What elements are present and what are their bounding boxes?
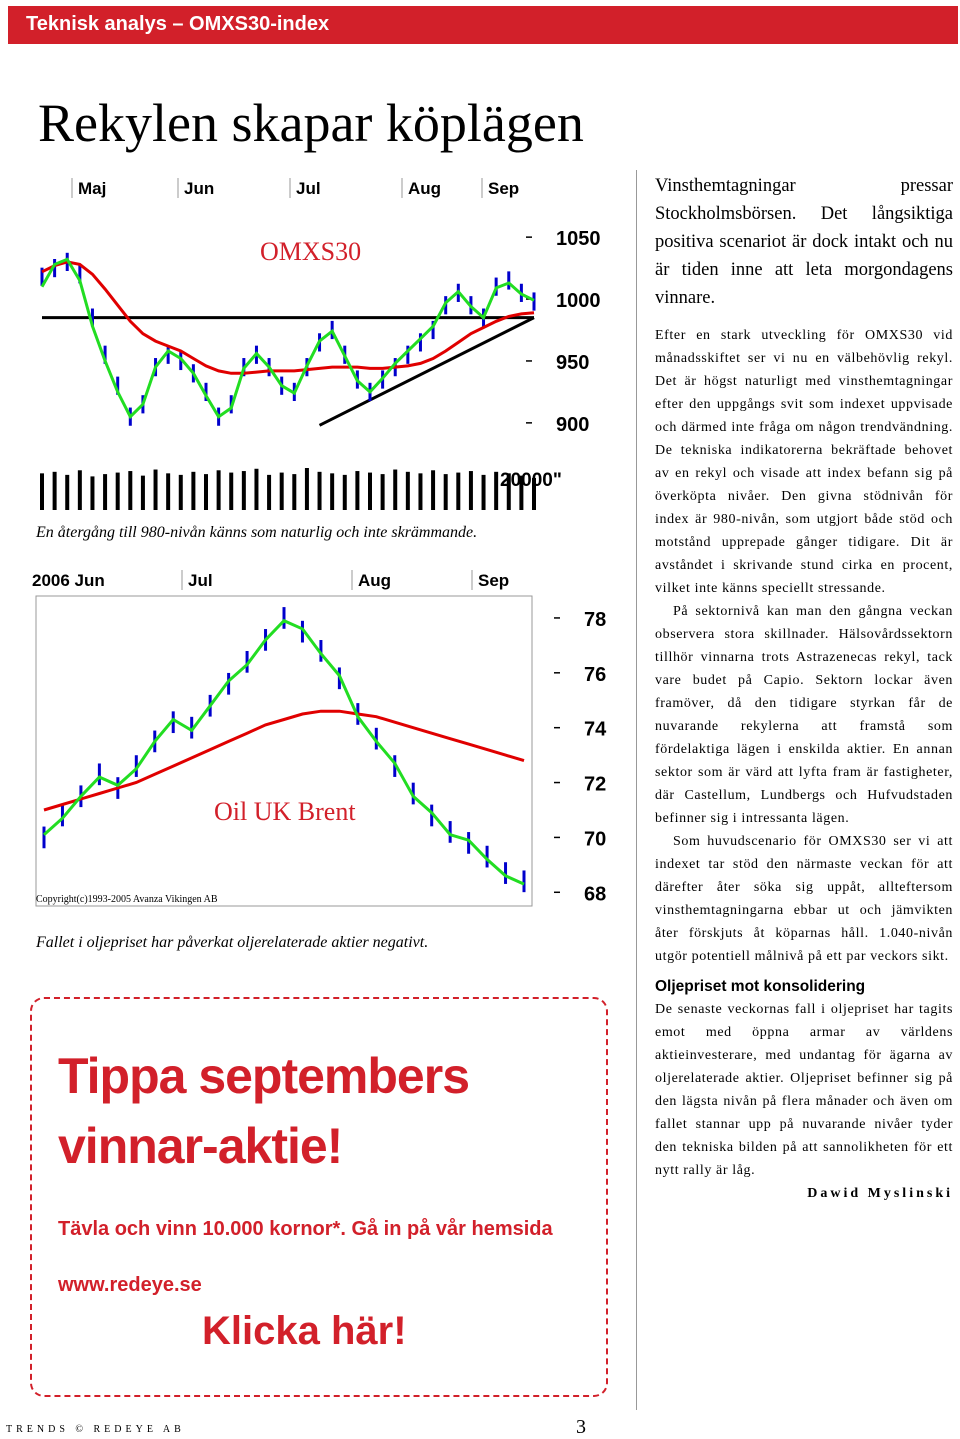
volume-label: 20000" — [500, 470, 562, 491]
contest-ad[interactable] — [30, 997, 608, 1397]
y-tick-label: 950 — [556, 351, 590, 374]
omxs30-chart — [30, 172, 630, 522]
chart-title: OMXS30 — [260, 237, 362, 266]
ad-title-line2: vinnar-aktie! — [58, 1118, 343, 1174]
article-body — [655, 324, 953, 1205]
headline: Rekylen skapar köplägen — [38, 93, 584, 153]
y-tick-label: 68 — [584, 883, 607, 906]
y-tick-label: 70 — [584, 828, 607, 851]
page-number: 3 — [576, 1416, 586, 1438]
y-tick-label: 76 — [584, 663, 607, 686]
y-tick-label: 78 — [584, 608, 607, 631]
oil-chart — [30, 566, 630, 916]
x-tick-label: Aug — [408, 179, 442, 198]
footer-publication: TRENDS © REDEYE AB — [6, 1424, 185, 1435]
article-paragraph: På sektornivå kan man den gångna veckan observera stora skillnader. Hälsovårdssektorn tillhör vinnarna trots Astrazenecas rekyl, tack vare budet på Capio. Sektorn lockar även framöver, då den tidigare styrkan får de nuvarande rekylerna att framstå som fördelaktiga lägen i enskilda aktier. En annan sektor som är värd att lyfta fram är fastigheter, där Castellum, Lundbergs och Hufvudstaden befinner sig i intressanta lägen. — [655, 604, 953, 826]
section-title: Teknisk analys – OMXS30-index — [26, 13, 330, 35]
x-tick-label: Sep — [478, 571, 510, 590]
moving-average-short — [44, 621, 524, 884]
article-paragraph: Som huvudscenario för OMXS30 ser vi att indexet tar stöd den närmaste veckan för att därefter åter söka sig uppåt, allteftersom vinsthemtagningarna ebbar ut och jämvikten åter förskjuts åt köparnas håll. 1.040-nivån utgör potentiell målnivå på ett par veckors sikt. — [655, 834, 953, 964]
article-author: Dawid Myslinski — [807, 1186, 953, 1201]
ad-body: Tävla och vinn 10.000 kornor*. Gå in på vår hemsida www.redeye.se — [58, 1218, 553, 1296]
x-tick-label: Aug — [358, 571, 392, 590]
ad-title-line1: Tippa septembers — [58, 1048, 470, 1104]
ad-cta-link[interactable]: Klicka här! — [202, 1309, 407, 1353]
section-banner — [8, 6, 958, 44]
x-tick-label: Jun — [184, 179, 215, 198]
omxs30-chart-svg — [30, 172, 630, 517]
article-paragraph: Efter en stark utveckling för OMXS30 vid månadsskiftet ser vi nu en välbehövlig rekyl. Det är högst naturligt med vinsthemtagningar efter den uppgångs svit som indexet uppvisade och därmed inte fråga om någon trendvändning. De tekniska indikatorerna bekräftade behovet av en rekyl och visade att index befann sig på överköpta nivåer. Den givna stödnivån för index är 980-nivån, som utgjort både stöd och motstånd upprepade gånger tidigare. Dit är avståndet i skrivande stund cirka en procent, vilket inte känns speciellt stressande. — [655, 328, 953, 596]
oil-caption: Fallet i oljepriset har påverkat oljerelaterade aktier negativt. — [36, 934, 429, 951]
chart-title: Oil UK Brent — [214, 797, 356, 826]
omxs30-caption: En återgång till 980-nivån känns som naturlig och inte skrämmande. — [36, 524, 478, 541]
oil-chart-svg — [30, 566, 630, 911]
y-tick-label: 1000 — [556, 290, 601, 313]
x-tick-label: Jul — [188, 571, 213, 590]
moving-average-long — [44, 711, 524, 810]
moving-average-short — [42, 259, 534, 416]
plot-frame — [36, 596, 532, 906]
y-tick-label: 74 — [584, 718, 607, 741]
y-tick-label: 900 — [556, 413, 590, 436]
column-divider — [636, 170, 637, 1410]
y-tick-label: 72 — [584, 773, 607, 796]
x-tick-label: Jul — [296, 179, 321, 198]
ad-title — [58, 1041, 469, 1181]
x-tick-label: Maj — [78, 179, 107, 198]
x-tick-label: 2006 Jun — [32, 571, 105, 590]
article-subhead: Oljepriset mot konsolidering — [655, 978, 866, 995]
chart-copyright: Copyright(c)1993-2005 Avanza Vikingen AB — [36, 894, 218, 905]
y-tick-label: 1050 — [556, 228, 601, 251]
article-lead: Vinsthemtagningar pressar Stockholmsbörsen. Det långsiktiga positiva scenariot är dock intakt och nu är tiden inne att leta morgondagens vinnare. — [655, 176, 953, 308]
article-paragraph: De senaste veckornas fall i oljepriset har tagits emot med öppna armar av världens aktieinvesterare, med undantag för ägarna av oljerelaterade aktier. Oljepriset befinner sig på den lägsta nivån på flera månader och även om fallet stannar upp på nuvarande nivåer tyder den tekniska bilden på att sannolikheten för ett nytt rally är låg. — [655, 1002, 953, 1178]
x-tick-label: Sep — [488, 179, 520, 198]
